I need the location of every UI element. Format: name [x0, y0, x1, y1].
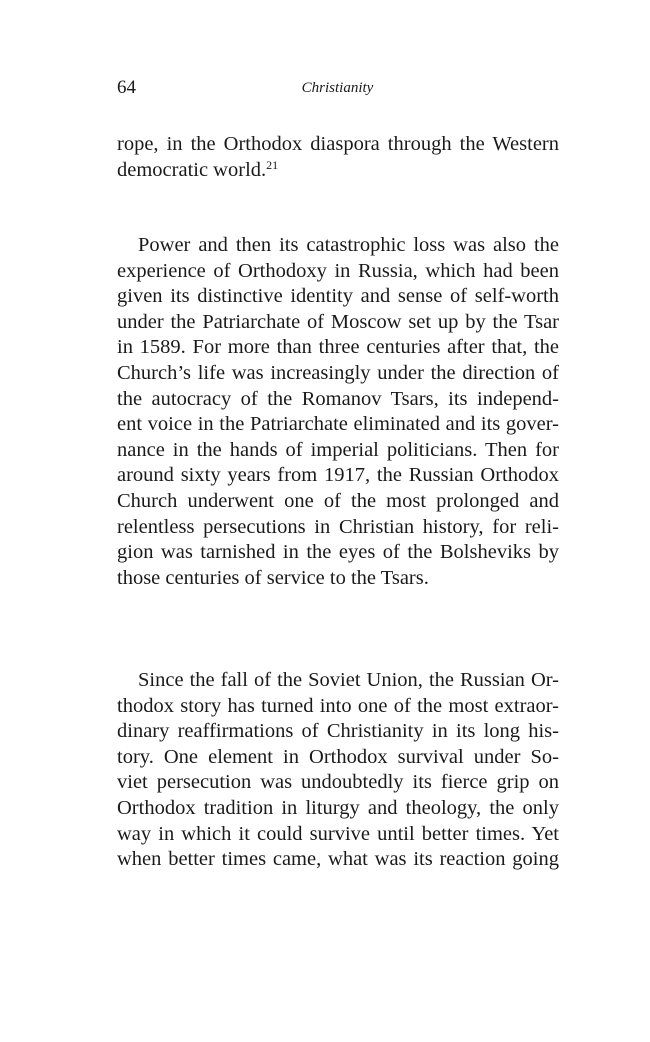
text-fragment: democratic world. [117, 158, 267, 181]
paragraph-3 [117, 668, 559, 873]
text-line: viet persecution was undoubtedly its fierce grip on [117, 771, 559, 794]
text-line: nance in the hands of imperial politicians. Then for [117, 438, 559, 461]
footnote-reference: 21 [266, 157, 279, 172]
text-line: Church underwent one of the most prolonged and [117, 489, 559, 512]
page-number: 64 [117, 77, 136, 98]
text-line: around sixty years from 1917, the Russian Orthodox [117, 464, 559, 487]
text-line: thodox story has turned into one of the most extraor- [117, 694, 559, 717]
text-line: Orthodox tradition in liturgy and theology, the only [117, 796, 559, 819]
text-line: way in which it could survive until better times. Yet [117, 822, 559, 845]
text-line: dinary reaffirmations of Christianity in its long his- [117, 720, 559, 743]
text-line: given its distinctive identity and sense of self-worth [117, 285, 559, 308]
text-line: tory. One element in Orthodox survival under So- [117, 745, 559, 768]
text-line: experience of Orthodoxy in Russia, which had been [117, 259, 559, 282]
text-line: the autocracy of the Romanov Tsars, its independ- [117, 387, 559, 410]
paragraph-1 [117, 132, 559, 183]
text-line: ent voice in the Patriarchate eliminated and its gover- [117, 413, 559, 436]
text-line: in 1589. For more than three centuries after that, the [117, 336, 559, 359]
text-line: Since the fall of the Soviet Union, the Russian Or- [138, 669, 559, 691]
text-line: relentless persecutions in Christian history, for reli- [117, 515, 559, 538]
text-line: rope, in the Orthodox diaspora through the Western [117, 133, 559, 155]
text-line: under the Patriarchate of Moscow set up by the Tsar [117, 310, 559, 333]
text-line: those centuries of service to the Tsars. [117, 566, 429, 589]
text-line: gion was tarnished in the eyes of the Bolsheviks by [117, 541, 559, 564]
paragraph-2 [117, 233, 559, 591]
text-line [117, 158, 559, 184]
text-line: Church’s life was increasingly under the direction of [117, 361, 559, 384]
text-line: Power and then its catastrophic loss was also the [138, 234, 559, 256]
running-title: Christianity [301, 80, 374, 96]
text-line: when better times came, what was its reaction going [117, 848, 559, 871]
